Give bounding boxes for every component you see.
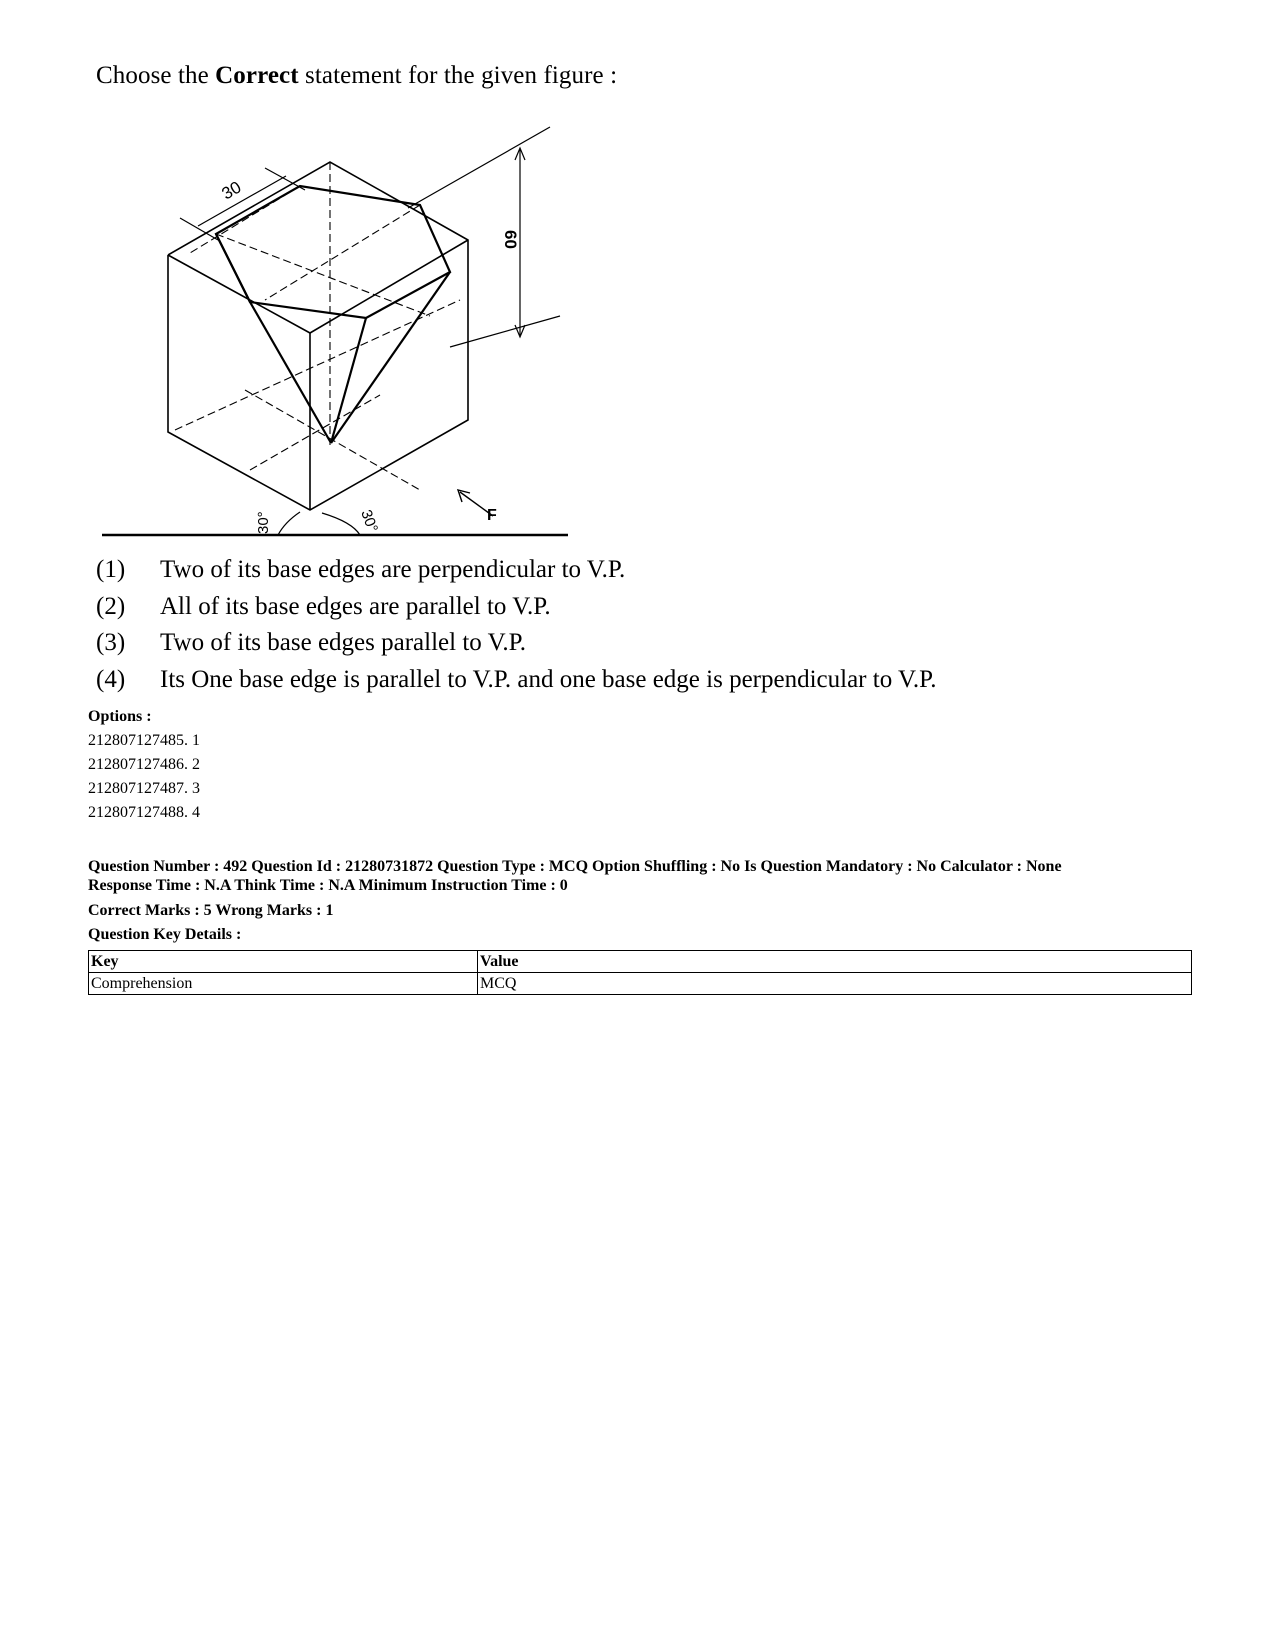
table-header-row — [89, 951, 1192, 973]
marks-line: Correct Marks : 5 Wrong Marks : 1 — [88, 902, 334, 919]
option-item: 212807127485. 1 — [88, 732, 200, 749]
question-bold: Correct — [215, 62, 299, 89]
statement-item — [96, 629, 1196, 666]
isometric-figure — [95, 120, 575, 545]
statement-number: (4) — [96, 665, 126, 693]
box-top-front-left — [168, 255, 310, 333]
statement-item — [96, 556, 1196, 593]
statement-item — [96, 666, 1196, 703]
dim-60-label: 60 — [501, 230, 520, 249]
key-details-title: Question Key Details : — [88, 926, 242, 943]
angle-left-label: 30° — [255, 511, 272, 534]
question-meta-line2: Response Time : N.A Think Time : N.A Minimum Instruction Time : 0 — [88, 877, 568, 894]
dim-30-label: 30 — [218, 177, 245, 204]
statement-number: (2) — [96, 592, 126, 620]
question-suffix: statement for the given figure : — [298, 62, 618, 89]
option-item: 212807127486. 2 — [88, 756, 200, 773]
option-item: 212807127488. 4 — [88, 804, 200, 821]
statement-text: Its One base edge is parallel to V.P. and one base edge is perpendicular to V.P. — [160, 665, 937, 693]
statement-item — [96, 593, 1196, 630]
box-top-front-right — [310, 240, 468, 333]
angle-right-label: 30° — [357, 507, 381, 535]
pyramid-top-base — [216, 186, 450, 318]
question-meta-line1: Question Number : 492 Question Id : 21280731872 Question Type : MCQ Option Shuffling : No Is Question Mandatory : No Calculator : None — [88, 858, 1062, 875]
table-row — [89, 973, 1192, 995]
pyramid-edge — [331, 272, 450, 443]
option-item: 212807127487. 3 — [88, 780, 200, 797]
statement-text: All of its base edges are parallel to V.P. — [160, 592, 551, 620]
key-details-table — [88, 950, 1192, 995]
question-prefix: Choose the — [96, 62, 216, 89]
statement-number: (3) — [96, 629, 126, 656]
pyramid-edge — [331, 318, 366, 443]
statement-text: Two of its base edges are perpendicular to V.P. — [160, 556, 626, 583]
table-header-key: Key — [89, 951, 478, 973]
statement-list — [96, 556, 1196, 702]
statement-text: Two of its base edges parallel to V.P. — [160, 629, 527, 656]
statement-number: (1) — [96, 556, 126, 583]
arrow-f-label: F — [487, 507, 497, 524]
extension-line — [450, 316, 560, 347]
extension-line — [408, 127, 550, 208]
options-list — [88, 732, 200, 828]
pyramid-edge — [216, 234, 250, 302]
table-header-value: Value — [478, 951, 1192, 973]
table-cell-value: MCQ — [478, 973, 1192, 995]
table-cell-key: Comprehension — [89, 973, 478, 995]
question-heading — [96, 62, 617, 90]
options-title: Options : — [88, 708, 152, 725]
